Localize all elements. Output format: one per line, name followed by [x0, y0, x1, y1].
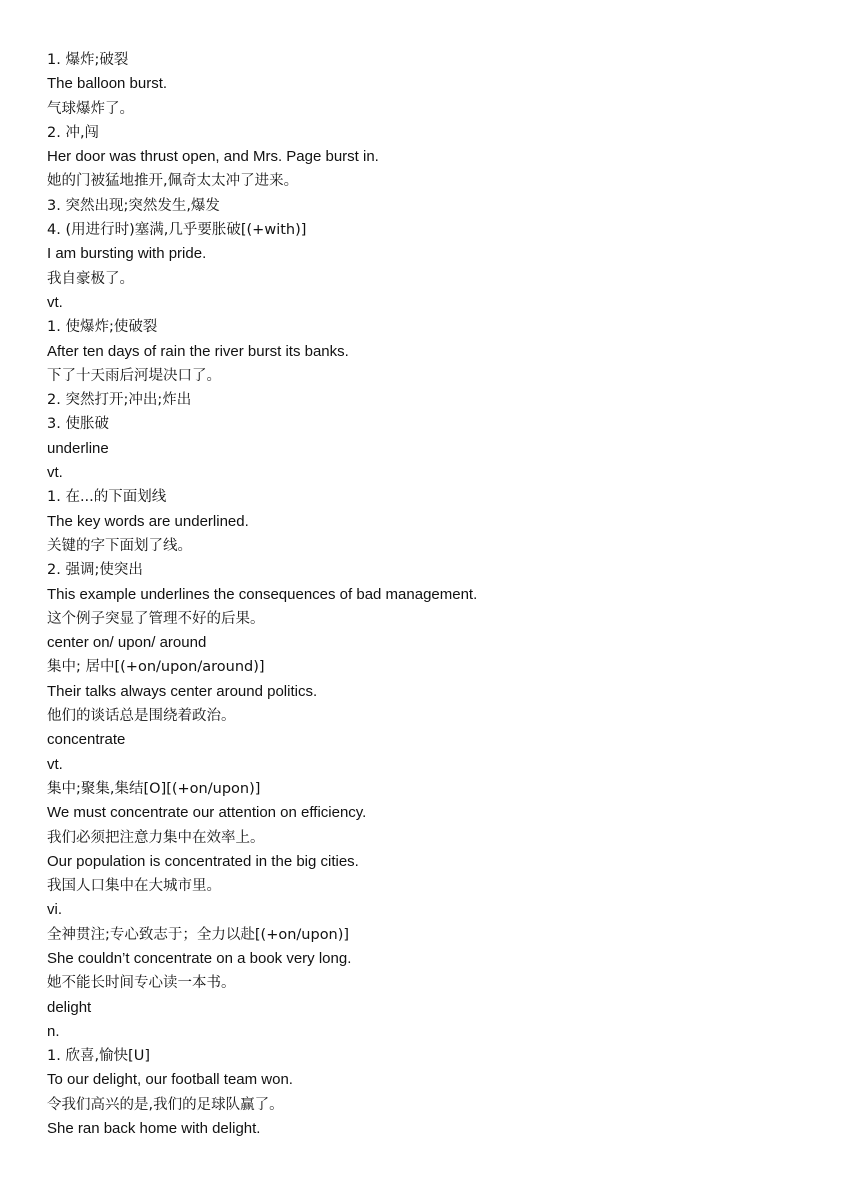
- text-line: Our population is concentrated in the big cities.: [47, 852, 359, 870]
- text-line: 2. 冲,闯: [47, 124, 100, 141]
- text-line: 1. 使爆炸;使破裂: [47, 319, 158, 336]
- text-line: The balloon burst.: [47, 75, 168, 93]
- text-line: 集中;聚集,集结[O][(+on/upon)]: [47, 780, 261, 797]
- text-line: She ran back home with delight.: [47, 1120, 261, 1138]
- text-line: 3. 突然出现;突然发生,爆发: [47, 197, 220, 214]
- text-line: To our delight, our football team won.: [47, 1071, 293, 1089]
- text-line: vt.: [47, 293, 63, 311]
- text-line: 2. 强调;使突出: [47, 562, 143, 579]
- text-line: 关键的字下面划了线。: [47, 537, 192, 554]
- text-line: 2. 突然打开;冲出;炸出: [47, 392, 192, 409]
- text-line: 1. 欣喜,愉快[U]: [47, 1048, 150, 1065]
- text-line: vt.: [47, 755, 63, 773]
- text-line: vt.: [47, 464, 63, 482]
- text-line: underline: [47, 439, 109, 457]
- text-line: 4. (用进行时)塞满,几乎要胀破[(+with)]: [47, 222, 307, 239]
- text-line: After ten days of rain the river burst its banks.: [47, 342, 349, 360]
- text-line: vi.: [47, 901, 62, 919]
- text-line: 1. 在...的下面划线: [47, 489, 167, 506]
- text-line: 我们必须把注意力集中在效率上。: [47, 829, 265, 846]
- text-line: 令我们高兴的是,我们的足球队赢了。: [47, 1096, 284, 1113]
- text-line: 她不能长时间专心读一本书。: [47, 975, 236, 992]
- text-line: The key words are underlined.: [47, 512, 249, 530]
- text-line: n.: [47, 1022, 60, 1040]
- text-line: 这个例子突显了管理不好的后果。: [47, 610, 265, 627]
- text-line: I am bursting with pride.: [47, 245, 207, 263]
- text-line: delight: [47, 998, 92, 1016]
- text-line: 他们的谈话总是围绕着政治。: [47, 708, 236, 725]
- text-line: Their talks always center around politics.: [47, 682, 318, 700]
- text-line: 我自豪极了。: [47, 270, 134, 287]
- text-line: 集中; 居中[(+on/upon/around)]: [47, 659, 265, 676]
- text-line: Her door was thrust open, and Mrs. Page burst in.: [47, 148, 379, 166]
- text-line: concentrate: [47, 731, 126, 749]
- document-page: [47, 48, 827, 1141]
- text-line: 下了十天雨后河堤决口了。: [47, 367, 221, 384]
- text-line: 气球爆炸了。: [47, 100, 134, 117]
- text-line: 全神贯注;专心致志于；全力以赴[(+on/upon)]: [47, 926, 350, 943]
- text-line: 3. 使胀破: [47, 416, 109, 433]
- text-line: This example underlines the consequences of bad management.: [47, 585, 478, 603]
- text-line: 1. 爆炸;破裂: [47, 52, 129, 68]
- text-line: 她的门被猛地推开,佩奇太太冲了进来。: [47, 173, 299, 190]
- text-line: center on/ upon/ around: [47, 634, 207, 652]
- text-line: She couldn’t concentrate on a book very long.: [47, 949, 352, 967]
- text-line: We must concentrate our attention on efficiency.: [47, 804, 367, 822]
- text-line: 我国人口集中在大城市里。: [47, 878, 221, 895]
